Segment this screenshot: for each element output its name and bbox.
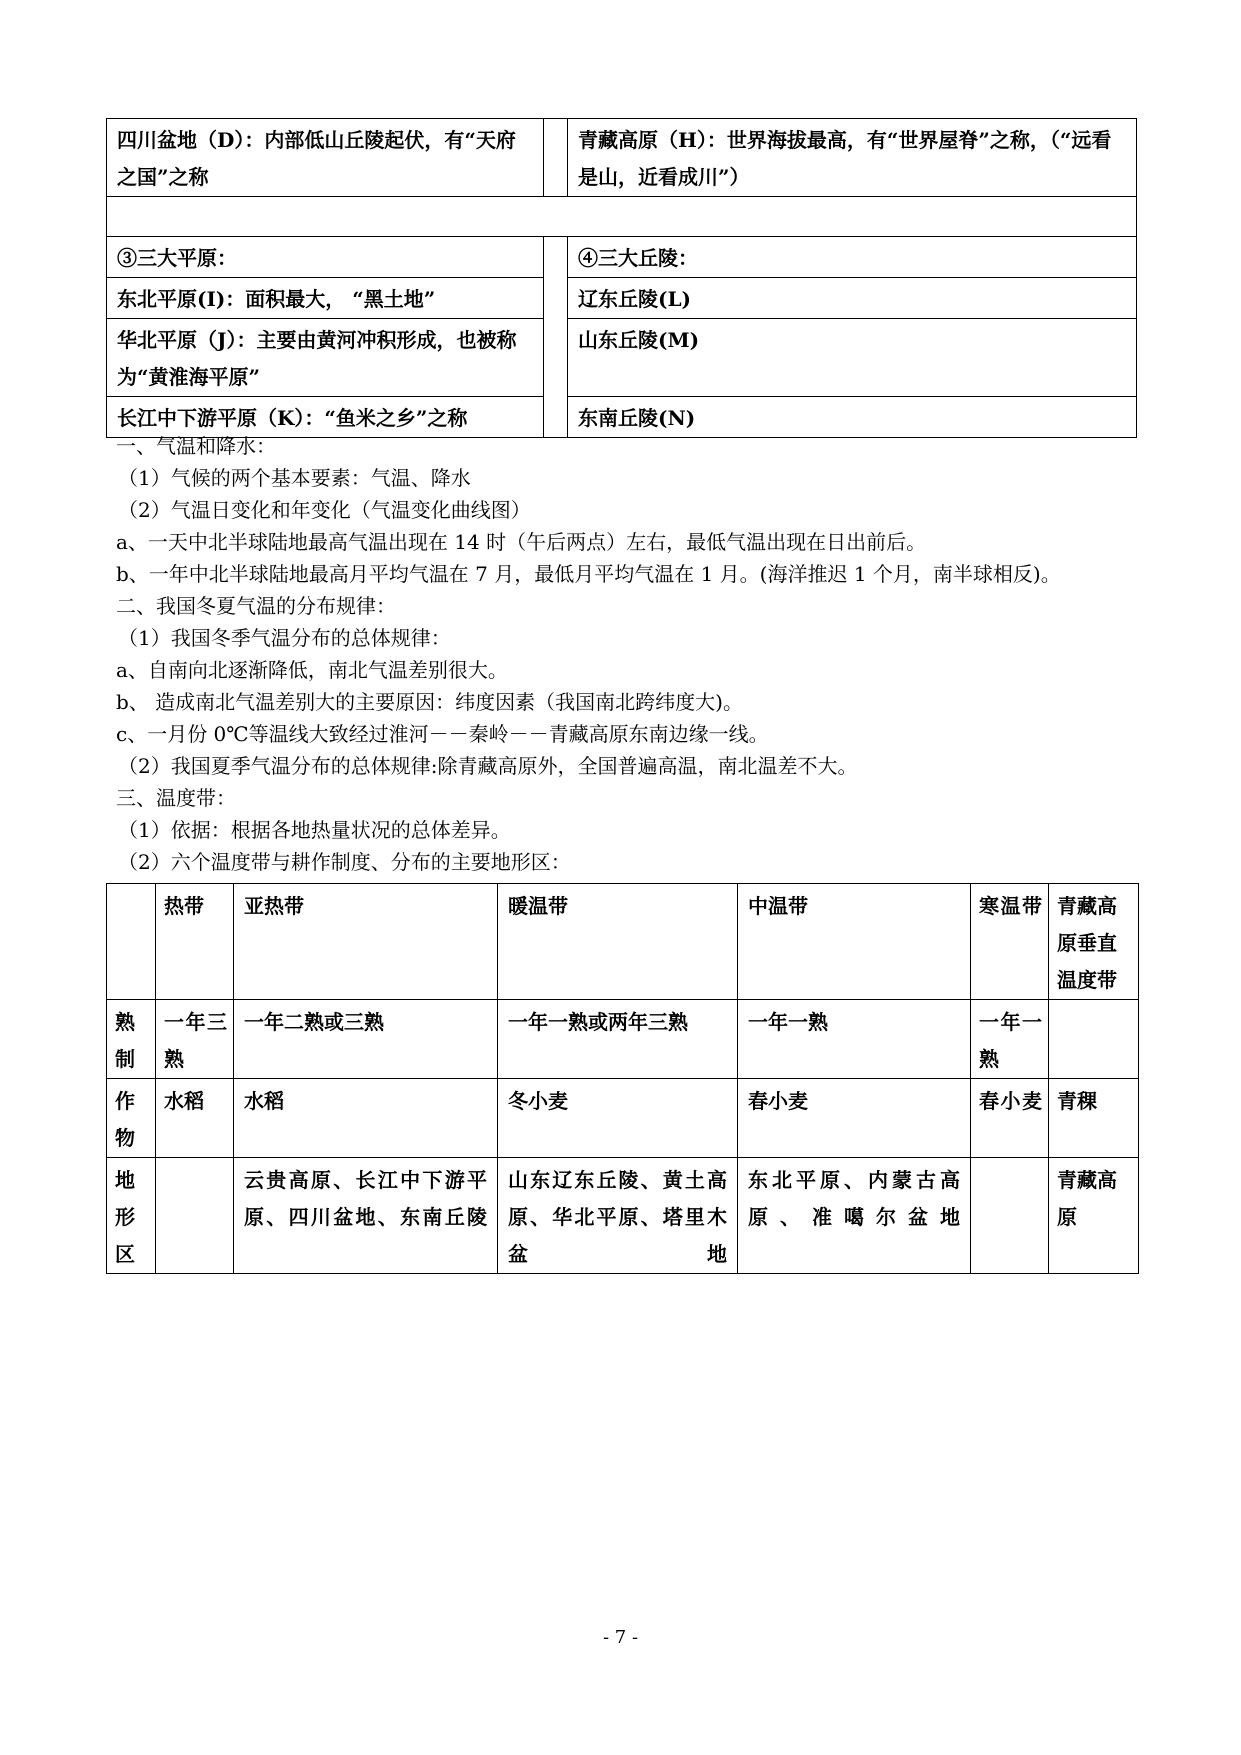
table-cell: 山东辽东丘陵、黄土高原、华北平原、塔里木盆地 [498, 1158, 738, 1274]
row-label: 作物 [107, 1079, 156, 1158]
table-cell: 春小麦 [971, 1079, 1049, 1158]
landform-table [106, 118, 1137, 438]
row-label: 熟制 [107, 1000, 156, 1079]
plain-item: 东北平原(I)：面积最大， “黑土地” [107, 278, 544, 319]
table-row [107, 278, 1137, 319]
text-line: （2）六个温度带与耕作制度、分布的主要地形区： [118, 850, 571, 874]
table-cell: 云贵高原、长江中下游平原、四川盆地、东南丘陵 [234, 1158, 498, 1274]
sichuan-basin-cell: 四川盆地（D）：内部低山丘陵起伏，有“天府之国”之称 [107, 119, 544, 197]
table-header-row [107, 884, 1139, 1000]
table-cell: 冬小麦 [498, 1079, 738, 1158]
temperature-zone-table [106, 883, 1139, 1274]
table-row [107, 319, 1137, 397]
section-heading: 三、温度带： [116, 786, 236, 810]
table-cell: 一年一熟 [738, 1000, 971, 1079]
text-line: （1）我国冬季气温分布的总体规律： [118, 626, 451, 650]
table-row [107, 237, 1137, 278]
hill-item: 山东丘陵(M) [568, 319, 1137, 397]
gap-cell [544, 237, 568, 438]
gap-cell [544, 119, 568, 197]
text-line: a、自南向北逐渐降低，南北气温差别很大。 [116, 658, 508, 682]
table-row [107, 1079, 1139, 1158]
blank-cell [107, 197, 1137, 237]
table-cell: 一年一熟或两年三熟 [498, 1000, 738, 1079]
table-row [107, 1000, 1139, 1079]
text-line: c、一月份 0℃等温线大致经过淮河－－秦岭－－青藏高原东南边缘一线。 [116, 722, 769, 746]
hill-item: 东南丘陵(N) [568, 397, 1137, 438]
header-cell: 寒温带 [971, 884, 1049, 1000]
header-cell: 青藏高原垂直温度带 [1049, 884, 1139, 1000]
table-cell [156, 1158, 234, 1274]
hill-item: 辽东丘陵(L) [568, 278, 1137, 319]
text-line: b、一年中北半球陆地最高月平均气温在 7 月，最低月平均气温在 1 月。(海洋推迟 1 个月，南半球相反)。 [116, 562, 1061, 586]
table-cell: 一年一熟 [971, 1000, 1049, 1079]
header-cell: 暖温带 [498, 884, 738, 1000]
table-cell: 水稻 [234, 1079, 498, 1158]
section-heading: 二、我国冬夏气温的分布规律： [116, 594, 396, 618]
blank-row [107, 197, 1137, 237]
table-row [107, 119, 1137, 197]
hills-heading: ④三大丘陵： [568, 237, 1137, 278]
text-line: a、一天中北半球陆地最高气温出现在 14 时（午后两点）左右，最低气温出现在日出前后。 [116, 530, 927, 554]
section-heading: 一、气温和降水： [116, 434, 276, 458]
text-line: （1）依据：根据各地热量状况的总体差异。 [118, 818, 511, 842]
header-cell: 热带 [156, 884, 234, 1000]
text-line: （2）我国夏季气温分布的总体规律:除青藏高原外，全国普遍高温，南北温差不大。 [118, 754, 858, 778]
plain-item: 华北平原（J）：主要由黄河冲积形成，也被称为“黄淮海平原” [107, 319, 544, 397]
page-number: - 7 - [602, 1627, 639, 1648]
text-line: b、 造成南北气温差别大的主要原因：纬度因素（我国南北跨纬度大)。 [116, 690, 743, 714]
table-cell: 东北平原、内蒙古高原、准噶尔盆地 [738, 1158, 971, 1274]
header-cell [107, 884, 156, 1000]
table-cell [1049, 1000, 1139, 1079]
table-cell: 春小麦 [738, 1079, 971, 1158]
table-cell: 青稞 [1049, 1079, 1139, 1158]
row-label: 地形区 [107, 1158, 156, 1274]
header-cell: 亚热带 [234, 884, 498, 1000]
table-cell: 水稻 [156, 1079, 234, 1158]
table-cell: 一年二熟或三熟 [234, 1000, 498, 1079]
text-line: （2）气温日变化和年变化（气温变化曲线图） [118, 498, 531, 522]
table-cell: 一年三熟 [156, 1000, 234, 1079]
table-cell [971, 1158, 1049, 1274]
qinghai-tibet-cell: 青藏高原（H）：世界海拔最高，有“世界屋脊”之称，（“远看是山，近看成川”） [568, 119, 1137, 197]
plains-heading: ③三大平原： [107, 237, 544, 278]
header-cell: 中温带 [738, 884, 971, 1000]
table-cell: 青藏高原 [1049, 1158, 1139, 1274]
text-line: （1）气候的两个基本要素：气温、降水 [118, 466, 471, 490]
table-row [107, 1158, 1139, 1274]
plain-item: 长江中下游平原（K）：“鱼米之乡”之称 [107, 397, 544, 438]
